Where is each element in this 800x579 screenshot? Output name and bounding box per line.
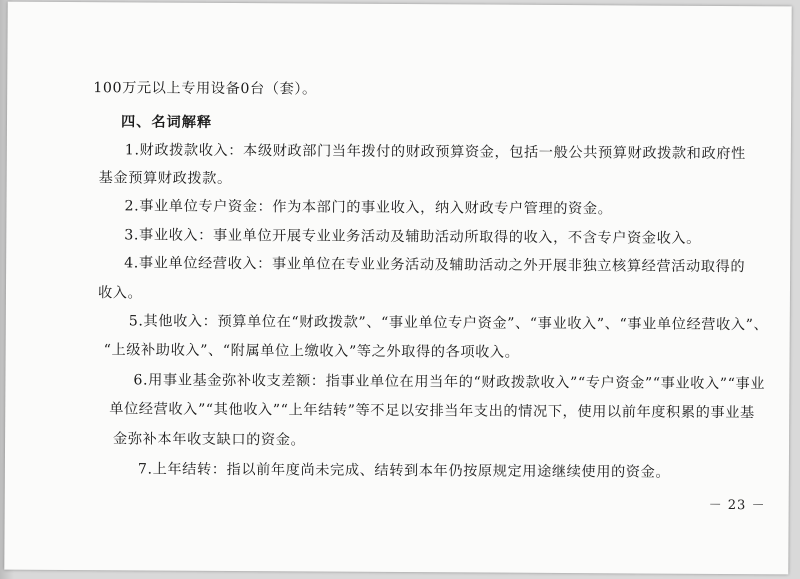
definition-6-cont-a: 单位经营收入”“其他收入”“上年结转”等不足以安排当年支出的情况下，使用以前年度积累的事业基	[109, 401, 755, 422]
definition-3: 3.事业收入：事业单位开展专业业务活动及辅助活动所取得的收入，不含专户资金收入。	[124, 227, 702, 247]
section-heading: 四、名词解释	[120, 114, 213, 131]
definition-6-cont-b: 金弥补本年收支缺口的资金。	[113, 431, 306, 449]
definition-7: 7.上年结转：指以前年度尚未完成、结转到本年仍按原规定用途继续使用的资金。	[137, 461, 671, 481]
definition-2: 2.事业单位专户资金：作为本部门的事业收入，纳入财政专户管理的资金。	[124, 198, 613, 218]
definition-1: 1.财政拨款收入：本级财政部门当年拨付的财政预算资金，包括一般公共预算财政拨款和政府性	[124, 142, 746, 163]
text-line-equipment: 100万元以上专用设备0台（套）。	[93, 80, 317, 98]
definition-6: 6.用事业基金弥补收支差额：指事业单位在用当年的“财政拨款收入”“专户资金”“事业收入”“事业	[133, 372, 766, 393]
definition-5-cont: “上级补助收入”、“附属单位上缴收入”等之外取得的各项收入。	[103, 342, 520, 361]
definition-4-cont: 收入。	[97, 285, 143, 302]
definition-1-cont: 基金预算财政拨款。	[98, 170, 232, 187]
definition-5: 5.其他收入：预算单位在“财政拨款”、“事业单位专户资金”、“事业收入”、“事业单位经营收入”、	[128, 313, 769, 334]
document-page	[4, 2, 791, 575]
definition-4: 4.事业单位经营收入：事业单位在专业业务活动及辅助活动之外开展非独立核算经营活动取得的	[124, 255, 746, 276]
page-number: － 23 －	[708, 497, 766, 514]
